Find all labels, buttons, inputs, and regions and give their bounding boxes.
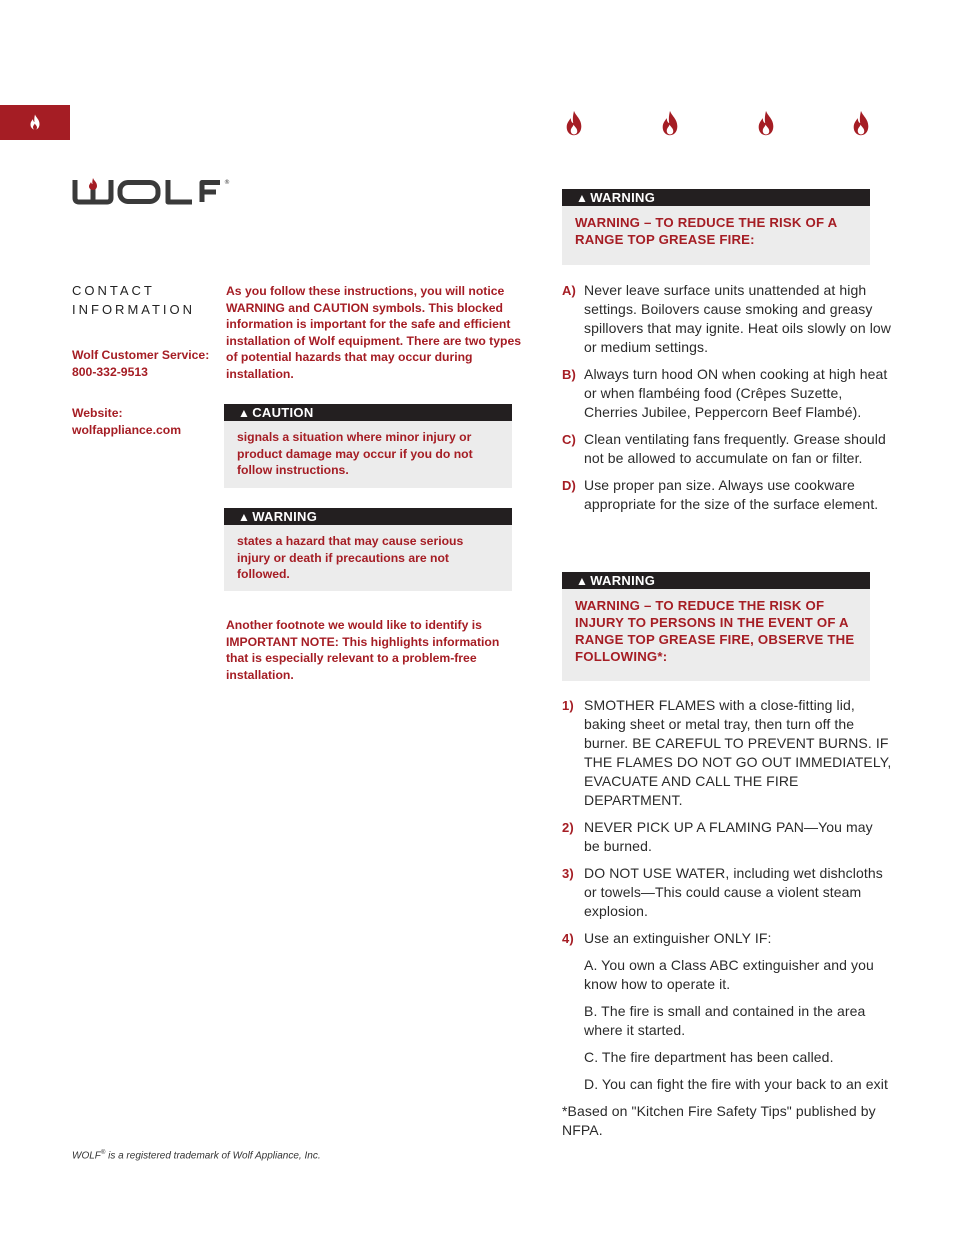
wolf-logo bbox=[72, 176, 232, 206]
warning-box-injury bbox=[562, 572, 870, 681]
list-item: 3) DO NOT USE WATER, including wet dishcloths or towels—This could cause a violent steam explosion. bbox=[562, 865, 883, 919]
warning-triangle-icon: ▲ bbox=[576, 574, 589, 588]
list-item: 2) NEVER PICK UP A FLAMING PAN—You may be burned. bbox=[562, 819, 873, 854]
flame-icon bbox=[29, 114, 41, 130]
flame-icon bbox=[659, 110, 681, 136]
warning-header: ▲ WARNING bbox=[562, 572, 870, 589]
trademark-notice: WOLF® is a registered trademark of Wolf Appliance, Inc. bbox=[72, 1150, 321, 1162]
fire-response-list bbox=[562, 696, 892, 1140]
list-item: 1) SMOTHER FLAMES with a close-fitting lid, baking sheet or metal tray, then turn off the burner. BE CAREFUL TO PREVENT BURNS. IF THE FLAMES DO NOT GO OUT IMMEDIATELY, EVACUATE AND CALL THE FIRE DEPARTMENT. bbox=[562, 697, 892, 808]
warning-box-grease-fire bbox=[562, 189, 870, 265]
warning-header: ▲ WARNING bbox=[562, 189, 870, 206]
svg-text:®: ® bbox=[224, 179, 230, 186]
warning-triangle-icon: ▲ bbox=[238, 406, 251, 420]
sub-item: C. The fire department has been called. bbox=[584, 1049, 834, 1065]
service-phone: 800-332-9513 bbox=[72, 364, 148, 379]
source-note: *Based on "Kitchen Fire Safety Tips" published by NFPA. bbox=[562, 1103, 876, 1138]
list-item: C) Clean ventilating fans frequently. Grease should not be allowed to accumulate on fan or filter. bbox=[562, 431, 886, 466]
service-label: Wolf Customer Service: bbox=[72, 348, 210, 362]
flame-icon bbox=[755, 110, 777, 136]
customer-service bbox=[72, 347, 212, 380]
intro-paragraph: As you follow these instructions, you will notice WARNING and CAUTION symbols. This blocked information is important for the safe and efficient installation of Wolf equipment. There are two types of potential hazards that may occur during installation. bbox=[226, 284, 522, 381]
list-item: 4) Use an extinguisher ONLY IF: bbox=[562, 930, 772, 946]
list-item: A) Never leave surface units unattended at high settings. Boilovers cause smoking and greasy spillovers that may ignite. Heat oils slowly on low or medium settings. bbox=[562, 282, 892, 355]
page-tab bbox=[0, 105, 70, 140]
warning-definition-box bbox=[224, 508, 512, 591]
flame-icon bbox=[850, 110, 872, 136]
warning-triangle-icon: ▲ bbox=[238, 510, 251, 524]
list-item: B) Always turn hood ON when cooking at high heat or when flambéing food (Crêpes Suzette, Cherries Jubilee, Peppercorn Beef Flambé). bbox=[562, 366, 888, 420]
caution-header: ▲ CAUTION bbox=[224, 404, 512, 421]
warning-text: WARNING – TO REDUCE THE RISK OF INJURY TO PERSONS IN THE EVENT OF A RANGE TOP GREASE FIRE, OBSERVE THE FOLLOWING*: bbox=[575, 598, 855, 664]
caution-box bbox=[224, 404, 512, 488]
flame-icon bbox=[563, 110, 585, 136]
website-label: Website: bbox=[72, 406, 123, 420]
contact-heading: CONTACT INFORMATION bbox=[72, 283, 196, 317]
footnote: Another footnote we would like to identify is IMPORTANT NOTE: This highlights information that is especially relevant to a problem-free installation. bbox=[226, 618, 500, 682]
warning-triangle-icon: ▲ bbox=[576, 191, 589, 205]
precautions-list bbox=[562, 281, 892, 522]
list-item: D) Use proper pan size. Always use cookware appropriate for the size of the surface element. bbox=[562, 477, 879, 512]
website bbox=[72, 405, 212, 438]
sub-item: A. You own a Class ABC extinguisher and you know how to operate it. bbox=[584, 957, 874, 992]
sub-item: D. You can fight the fire with your back to an exit bbox=[584, 1076, 888, 1092]
website-url: wolfappliance.com bbox=[72, 422, 182, 437]
caution-text: signals a situation where minor injury or product damage may occur if you do not follow instructions. bbox=[237, 430, 473, 477]
sub-item: B. The fire is small and contained in the area where it started. bbox=[584, 1003, 866, 1038]
warning-text: WARNING – TO REDUCE THE RISK OF A RANGE TOP GREASE FIRE: bbox=[575, 215, 837, 247]
warning-definition-text: states a hazard that may cause serious injury or death if precautions are not followed. bbox=[237, 534, 464, 581]
warning-header: ▲ WARNING bbox=[224, 508, 512, 525]
